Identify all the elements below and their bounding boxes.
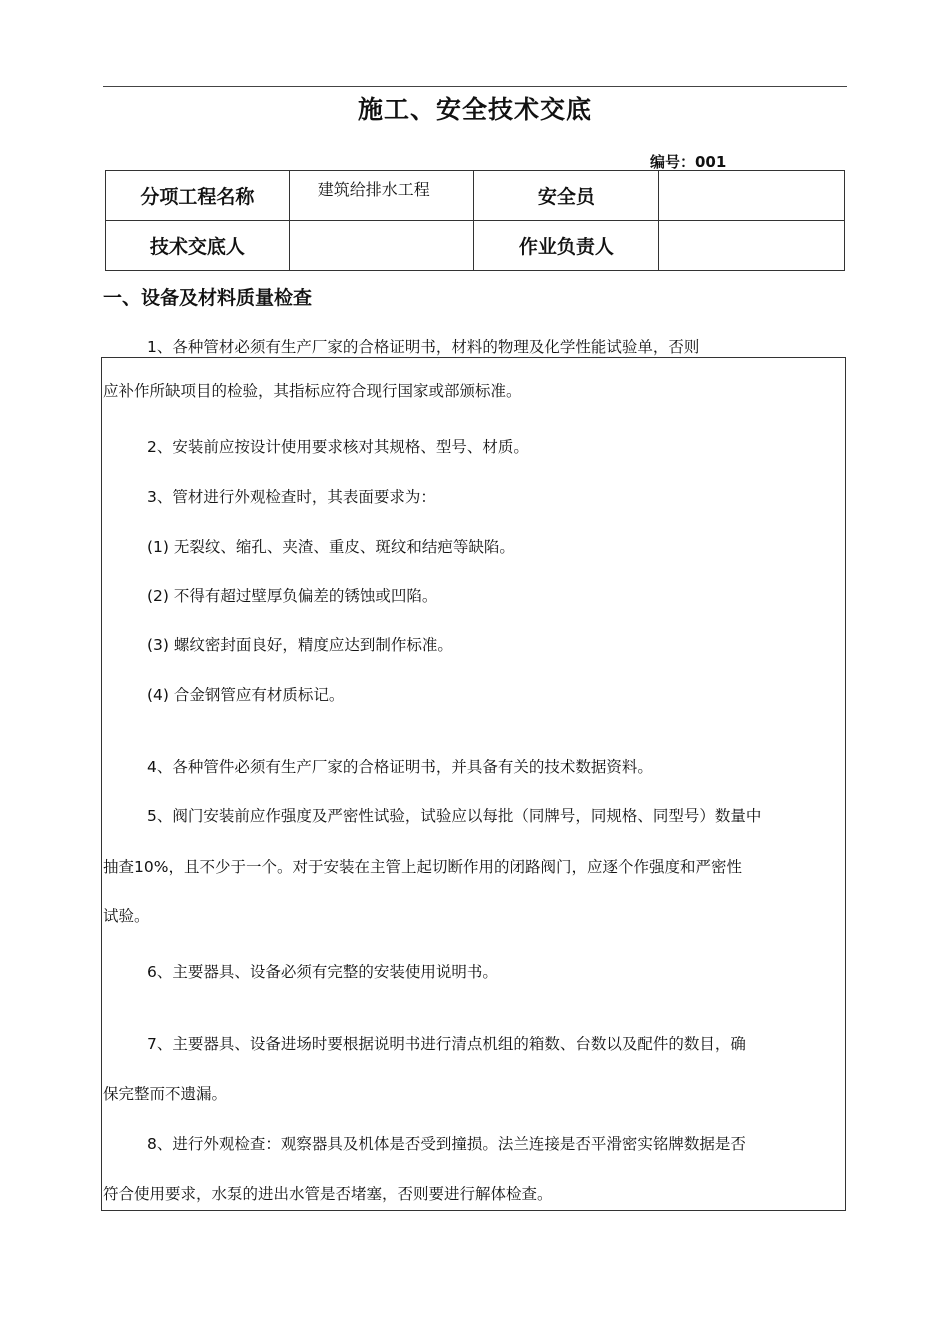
paragraph-1-line-1: 1、各种管材必须有生产厂家的合格证明书，材料的物理及化学性能试验单，否则 xyxy=(147,338,700,356)
paragraph-3-item-2: (2) 不得有超过壁厚负偏差的锈蚀或凹陷。 xyxy=(147,587,438,605)
paragraph-7-line-1: 7、主要器具、设备进场时要根据说明书进行清点机组的箱数、台数以及配件的数目，确 xyxy=(147,1035,746,1053)
paragraph-6: 6、主要器具、设备必须有完整的安装使用说明书。 xyxy=(147,963,498,981)
content-box xyxy=(101,357,846,1211)
paragraph-3-item-3: (3) 螺纹密封面良好，精度应达到制作标准。 xyxy=(147,636,453,654)
paragraph-1-line-2: 应补作所缺项目的检验，其指标应符合现行国家或部颁标准。 xyxy=(103,382,522,400)
project-name-cell xyxy=(289,171,474,221)
paragraph-8-line-1: 8、进行外观检查：观察器具及机体是否受到撞损。法兰连接是否平滑密实铭牌数据是否 xyxy=(147,1135,746,1153)
project-name-value: 建筑给排水工程 xyxy=(317,180,430,199)
disclosure-person-label: 技术交底人 xyxy=(106,221,290,271)
paragraph-7-line-2: 保完整而不遗漏。 xyxy=(103,1085,228,1103)
document-number: 编号：001 xyxy=(650,153,727,171)
work-leader-label: 作业负责人 xyxy=(474,221,659,271)
paragraph-5-line-1: 5、阀门安装前应作强度及严密性试验，试验应以每批（同牌号，同规格、同型号）数量中 xyxy=(147,807,762,825)
document-title: 施工、安全技术交底 xyxy=(357,95,592,124)
section-heading: 一、设备及材料质量检查 xyxy=(103,287,313,309)
paragraph-2: 2、安装前应按设计使用要求核对其规格、型号、材质。 xyxy=(147,438,529,456)
work-leader-value xyxy=(659,221,845,271)
paragraph-5-line-3: 试验。 xyxy=(103,907,150,925)
paragraph-3: 3、管材进行外观检查时，其表面要求为： xyxy=(147,488,436,506)
project-name-label: 分项工程名称 xyxy=(106,171,290,221)
paragraph-3-item-1: (1) 无裂纹、缩孔、夹渣、重皮、斑纹和结疤等缺陷。 xyxy=(147,538,515,556)
paragraph-4: 4、各种管件必须有生产厂家的合格证明书，并具备有关的技术数据资料。 xyxy=(147,758,653,776)
paragraph-5-line-2: 抽查10%，且不少于一个。对于安装在主管上起切断作用的闭路阀门，应逐个作强度和严密性 xyxy=(103,858,742,876)
paragraph-8-line-2: 符合使用要求，水泵的进出水管是否堵塞，否则要进行解体检查。 xyxy=(103,1185,553,1203)
top-rule xyxy=(103,86,847,87)
info-row-2 xyxy=(106,221,845,271)
disclosure-person-value xyxy=(289,221,474,271)
safety-officer-label: 安全员 xyxy=(474,171,659,221)
safety-officer-value xyxy=(659,171,845,221)
paragraph-3-item-4: (4) 合金钢管应有材质标记。 xyxy=(147,686,345,704)
info-row-1 xyxy=(106,171,845,221)
info-table xyxy=(105,170,845,271)
